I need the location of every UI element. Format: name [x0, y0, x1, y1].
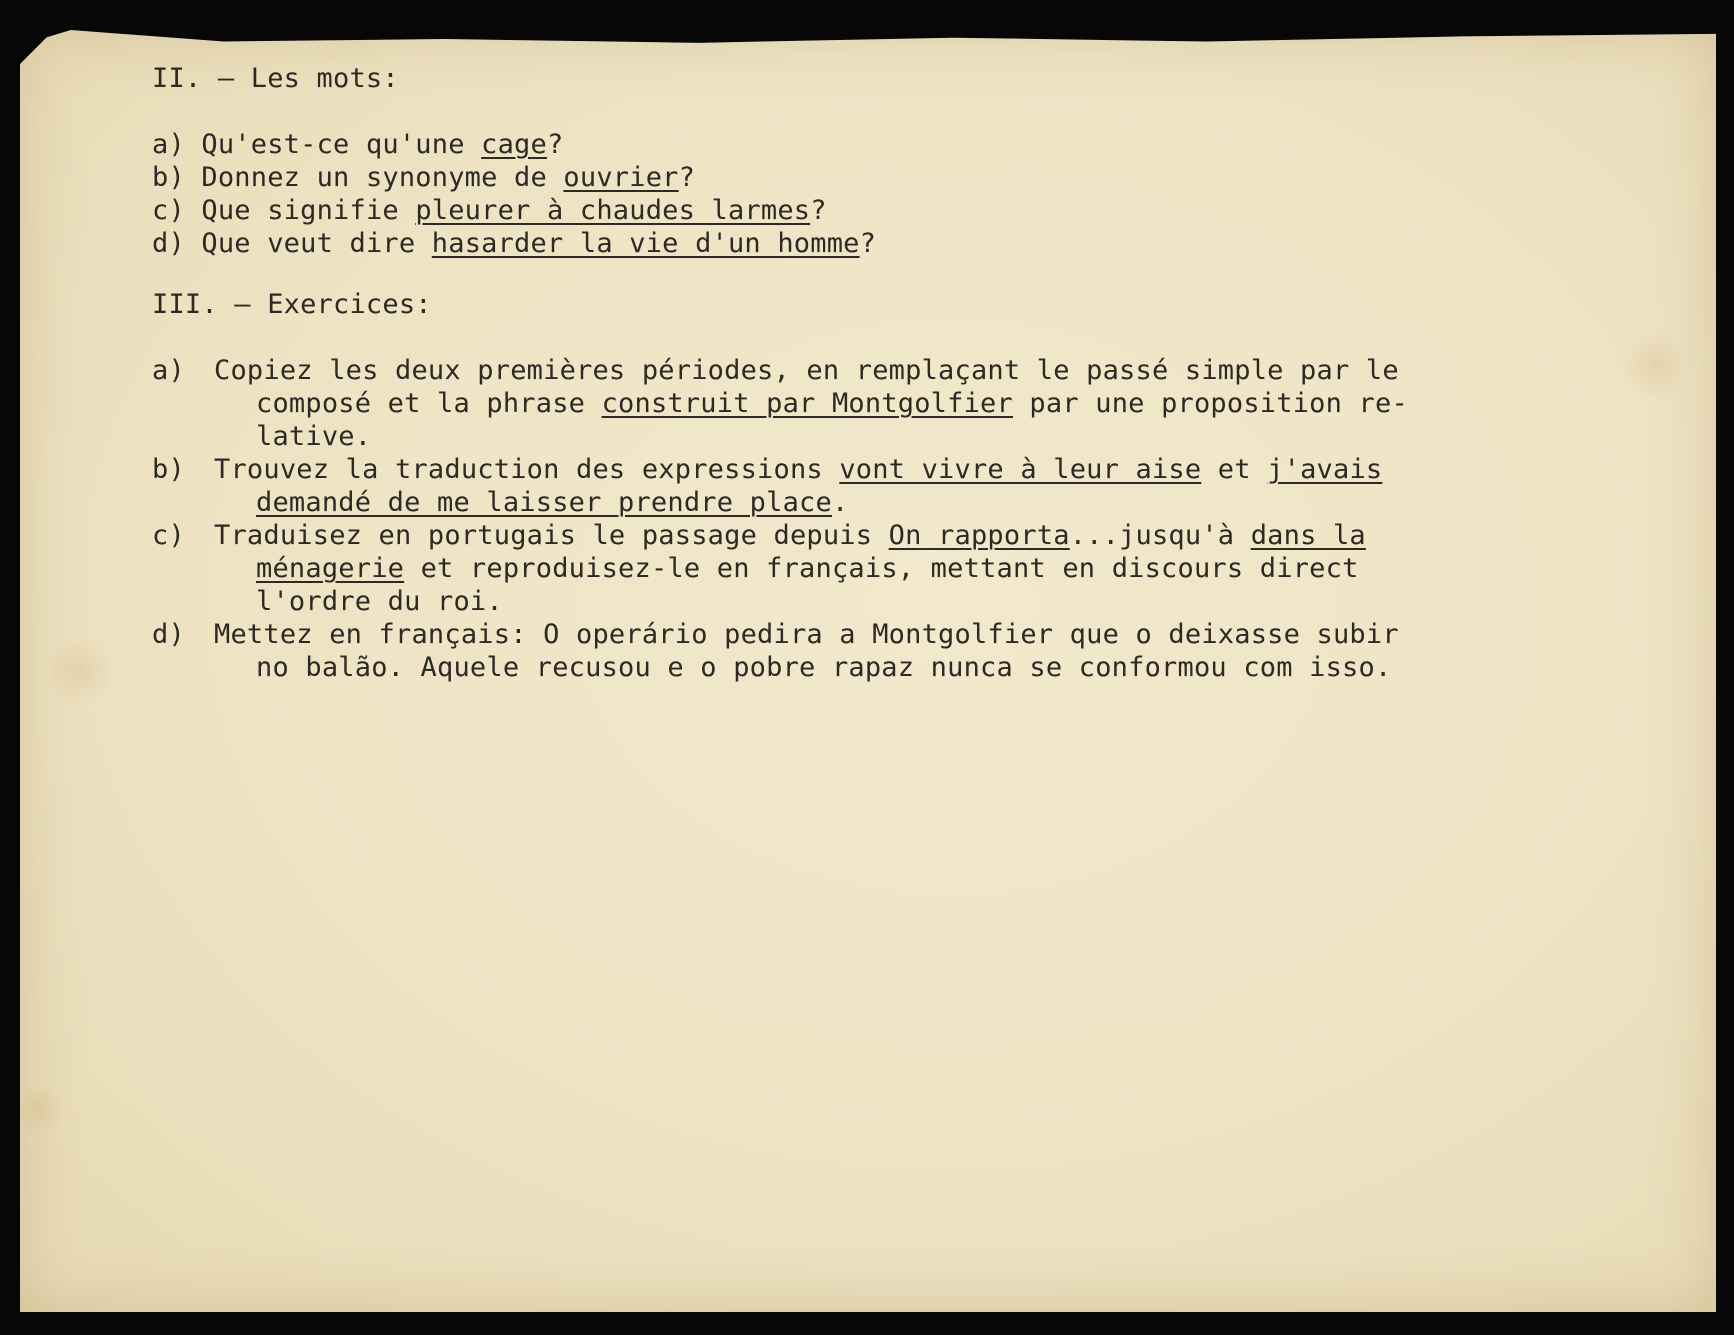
underlined-term: construit par Montgolfier [601, 388, 1013, 419]
underlined-term: hasarder la vie d'un homme [431, 228, 860, 259]
exercise-letter: b) [152, 454, 185, 485]
question-text: Donnez un synonyme de [201, 162, 564, 193]
question-letter: a) [152, 129, 185, 160]
exercise-item-c [152, 519, 1672, 618]
question-letter: d) [152, 228, 185, 259]
question-letter: c) [152, 195, 185, 226]
section-heading-exercices: III. — Exercices: [152, 289, 432, 320]
underlined-term: vont vivre à leur aise [839, 454, 1202, 485]
exercise-text: et [1201, 454, 1268, 485]
document-body [152, 62, 1672, 684]
question-letter: b) [152, 162, 185, 193]
question-item [152, 227, 1672, 260]
exercise-line [214, 387, 1672, 420]
underlined-term: dans la [1250, 520, 1366, 551]
underlined-term: cage [481, 129, 547, 160]
section-heading-mots: II. — Les mots: [152, 63, 399, 94]
question-text: Que veut dire [201, 228, 432, 259]
exercise-line: l'ordre du roi. [256, 586, 503, 617]
exercise-line: lative. [256, 421, 372, 452]
exercise-line [214, 552, 1672, 585]
question-text: Que signifie [201, 195, 416, 226]
question-item [152, 194, 1672, 227]
exercise-item-d [152, 618, 1672, 684]
exercise-text: par une proposition re- [1012, 388, 1408, 419]
exercise-line: Mettez en français: O operário pedira a Montgolfier que o deixasse subir [214, 619, 1399, 650]
exercise-text: ...jusqu'à [1069, 520, 1251, 551]
exercise-text: Traduisez en portugais le passage depuis [214, 520, 889, 551]
question-punct: ? [546, 129, 564, 160]
underlined-term: demandé de me laisser prendre place [256, 487, 832, 518]
exercise-letter: d) [152, 619, 185, 650]
paper-stain [20, 1080, 60, 1140]
exercise-line [214, 486, 1672, 519]
exercise-text: Trouvez la traduction des expressions [214, 454, 840, 485]
exercise-text: et reproduisez-le en français, mettant en discours direct [404, 553, 1359, 584]
underlined-term: pleurer à chaudes larmes [415, 195, 811, 226]
exercise-line: Copiez les deux premières périodes, en remplaçant le passé simple par le [214, 355, 1399, 386]
exercise-line [214, 453, 1672, 486]
question-punct: ? [810, 195, 827, 226]
question-text: Qu'est-ce qu'une [201, 129, 482, 160]
paper-stain [50, 630, 110, 710]
exercise-letter: c) [152, 520, 185, 551]
question-item [152, 128, 1672, 161]
exercise-item-b [152, 453, 1672, 519]
question-item [152, 161, 1672, 194]
folded-corner [20, 30, 54, 64]
exercise-line: no balão. Aquele recusou e o pobre rapaz nunca se conformou com isso. [256, 652, 1392, 683]
underlined-term: ménagerie [256, 553, 405, 584]
underlined-term: On rapporta [888, 520, 1070, 551]
exercise-item-a [152, 354, 1672, 453]
exercise-letter: a) [152, 355, 185, 386]
exercise-text: . [831, 487, 849, 518]
question-punct: ? [678, 162, 696, 193]
exercise-text: composé et la phrase [256, 388, 602, 419]
exercise-line [214, 519, 1672, 552]
underlined-term: j'avais [1267, 454, 1383, 485]
question-punct: ? [859, 228, 877, 259]
underlined-term: ouvrier [563, 162, 679, 193]
